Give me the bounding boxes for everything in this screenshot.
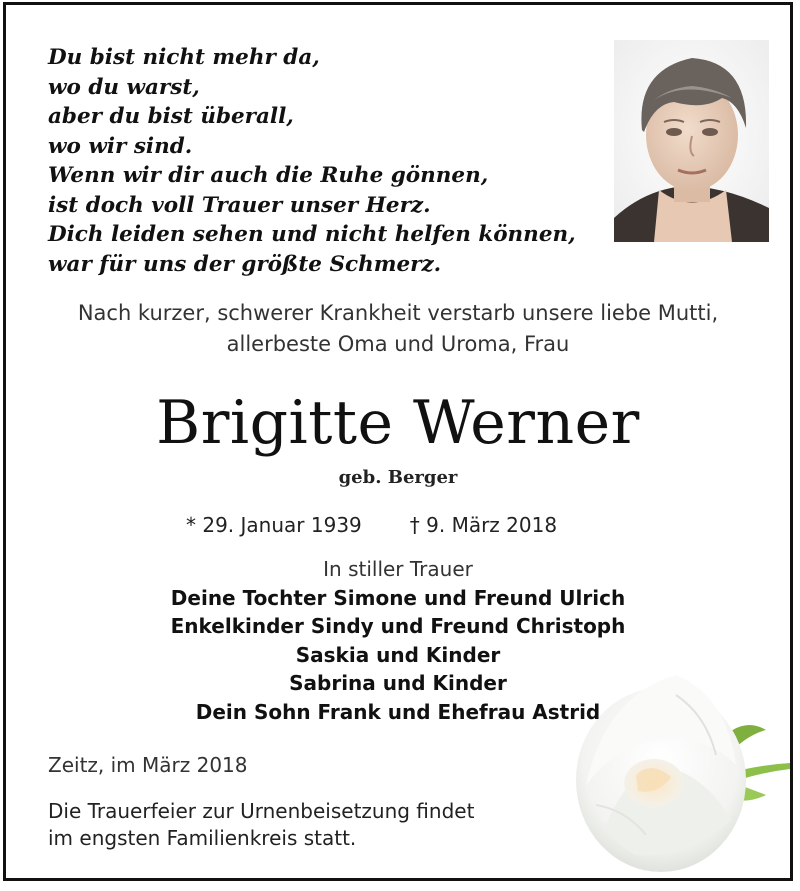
mourner: Enkelkinder Sindy und Freund Christoph (170, 614, 626, 639)
funeral-note (48, 798, 474, 852)
intro-line: Nach kurzer, schwerer Krankheit verstarb unsere liebe Mutti, (77, 301, 719, 325)
mourner: Saskia und Kinder (295, 642, 501, 667)
poem-line: wo du warst, (48, 74, 200, 100)
funeral-line: im engsten Familienkreis statt. (48, 826, 357, 850)
mourners-section (6, 555, 790, 727)
birth-date: * 29. Januar 1939 (186, 513, 362, 537)
funeral-line: Die Trauerfeier zur Urnenbeisetzung findet (48, 799, 475, 823)
mourner: Dein Sohn Frank und Ehefrau Astrid (195, 699, 601, 724)
poem-line: war für uns der größte Schmerz. (48, 251, 442, 277)
intro-text (6, 298, 790, 360)
poem-line: Dich leiden sehen und nicht helfen können, (48, 222, 576, 247)
mourners-intro: In stiller Trauer (323, 557, 473, 581)
life-dates (186, 513, 557, 537)
poem-line: Wenn wir dir auch die Ruhe gönnen, (48, 163, 489, 188)
death-date: † 9. März 2018 (409, 513, 558, 537)
place-date: Zeitz, im März 2018 (48, 753, 248, 777)
poem-line: aber du bist überall, (48, 104, 294, 129)
intro-line: allerbeste Oma und Uroma, Frau (226, 332, 570, 356)
deceased-name: Brigitte Werner (156, 388, 640, 458)
obituary-notice (3, 2, 793, 881)
portrait-photo (614, 40, 769, 242)
poem-line: wo wir sind. (48, 133, 193, 159)
maiden-name: geb. Berger (338, 467, 458, 488)
poem-line: ist doch voll Trauer unser Herz. (48, 192, 431, 218)
poem-line: Du bist nicht mehr da, (48, 45, 320, 70)
poem (48, 43, 576, 279)
mourner: Sabrina und Kinder (289, 671, 507, 696)
mourner: Deine Tochter Simone und Freund Ulrich (170, 585, 626, 610)
